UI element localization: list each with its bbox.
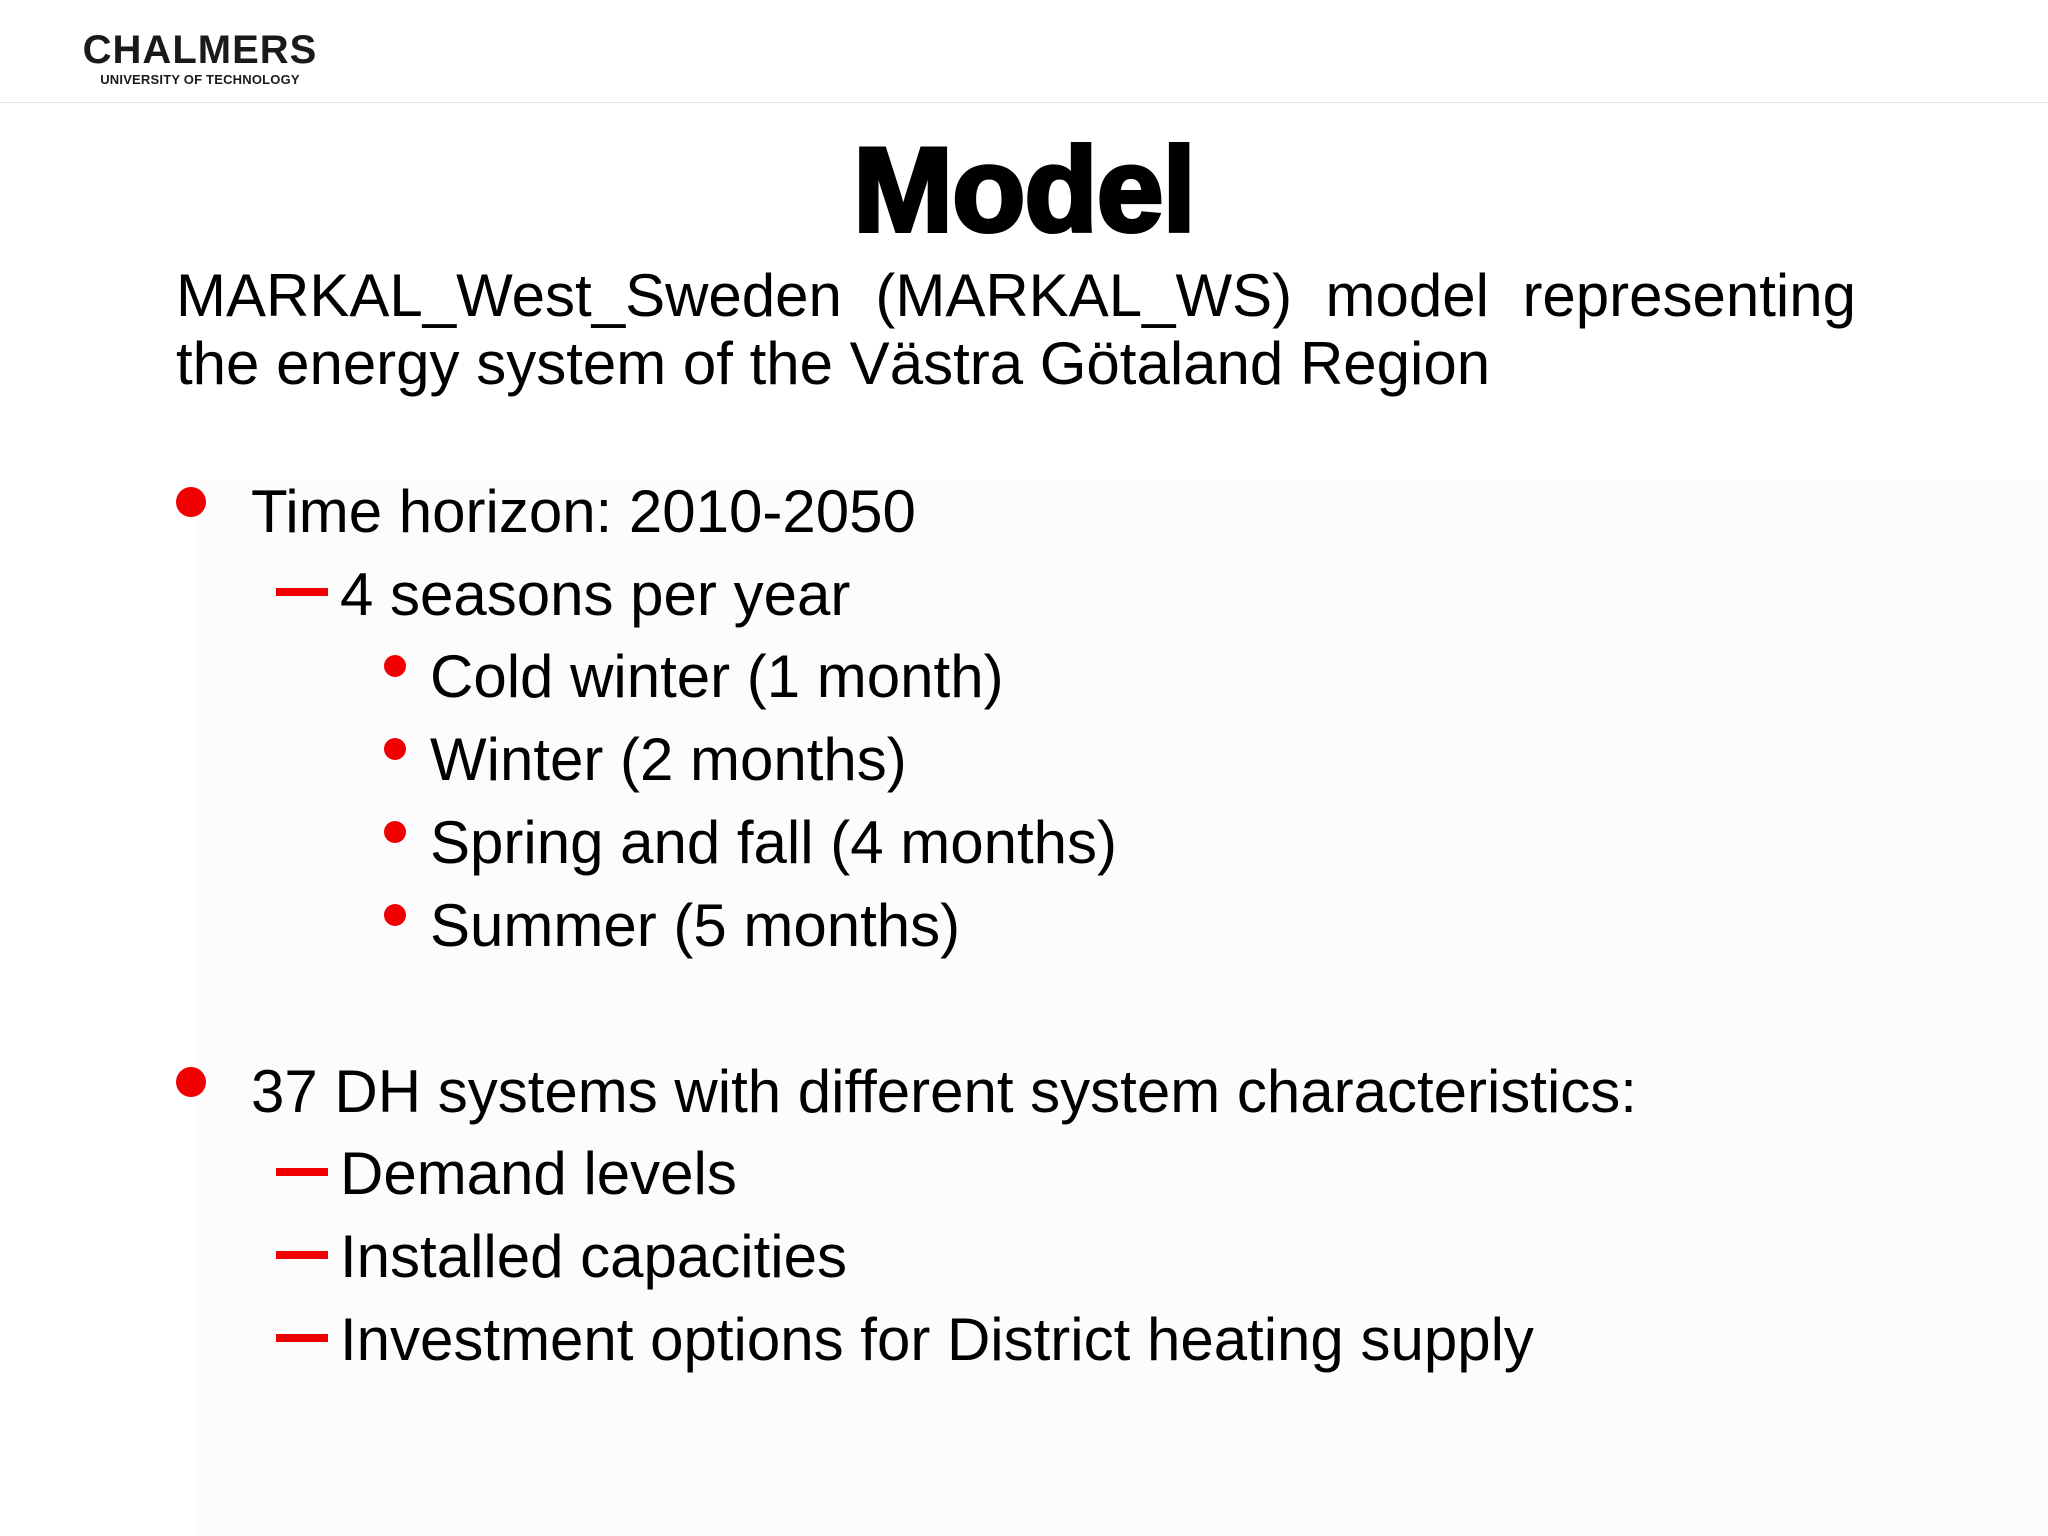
bullet-dot-icon [176,1067,206,1097]
logo-sub-text: UNIVERSITY OF TECHNOLOGY [100,72,300,87]
slide-background-panel [195,480,2048,1536]
chalmers-logo [50,28,350,88]
bullet-dot-icon [384,904,406,926]
dash-icon [276,588,328,596]
bullet-time-horizon: Time horizon: 2010-2050 [251,478,916,545]
intro-paragraph: MARKAL_West_Sweden (MARKAL_WS) model representing the energy system of the Västra Götaland Region [176,262,1856,397]
sub-bullet-installed-capacities: Installed capacities [340,1223,847,1290]
sub-bullet-investment-options: Investment options for District heating supply [340,1306,1534,1373]
bullet-dot-icon [384,821,406,843]
bullet-dot-icon [384,738,406,760]
logo-main-text: CHALMERS [82,28,318,72]
dash-icon [276,1334,328,1342]
season-winter: Winter (2 months) [430,726,907,793]
season-cold-winter: Cold winter (1 month) [430,643,1004,710]
season-spring-fall: Spring and fall (4 months) [430,809,1118,876]
slide-header [0,0,2048,103]
sub-bullet-seasons: 4 seasons per year [340,561,851,628]
slide-title: Model [853,123,1195,257]
dash-icon [276,1251,328,1259]
season-summer: Summer (5 months) [430,892,961,959]
bullet-dh-systems: 37 DH systems with different system characteristics: [251,1058,1637,1125]
bullet-dot-icon [176,487,206,517]
dash-icon [276,1168,328,1176]
bullet-dot-icon [384,655,406,677]
sub-bullet-demand-levels: Demand levels [340,1140,737,1207]
